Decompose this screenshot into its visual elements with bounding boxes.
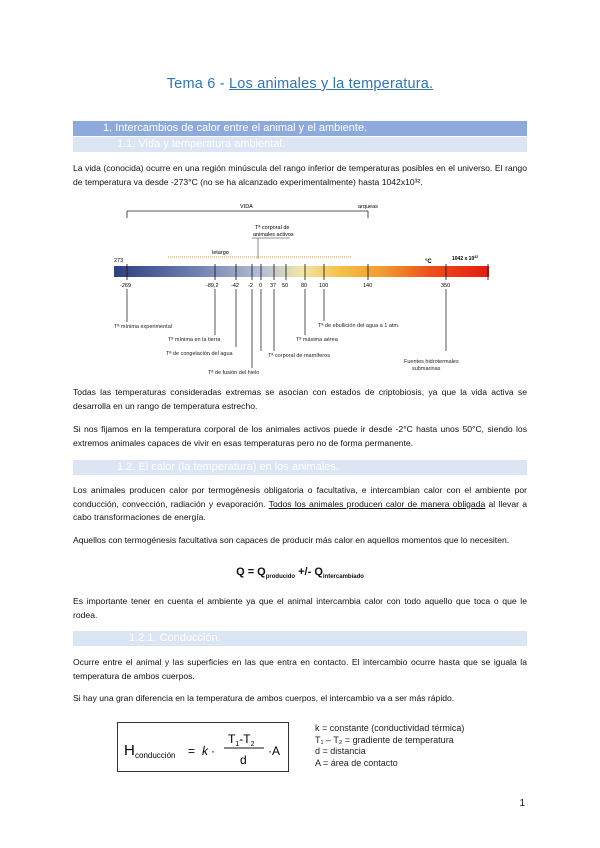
tick-label: -42 bbox=[231, 283, 239, 289]
tick-label: 100 bbox=[319, 283, 329, 289]
temperature-scale-diagram bbox=[100, 196, 500, 376]
label-celsius: °C bbox=[425, 259, 432, 265]
legend-area: A = área de contacto bbox=[315, 757, 398, 768]
annotation-min-exp: Tª mínima experimental bbox=[114, 324, 172, 330]
svg-text:·A: ·A bbox=[268, 744, 280, 758]
label-max-temp: 1042 x $10^{32}$ bbox=[452, 255, 479, 262]
subsection-heading-1-1: 1.1. Vida y temperatura ambiental. bbox=[73, 137, 527, 152]
page-title: Tema 6 - Los animales y la temperatura. bbox=[166, 76, 434, 92]
svg-text:T1-T2: $T_1-T_2$ bbox=[228, 732, 255, 748]
tick-label: -269 bbox=[120, 283, 132, 289]
conduction-formula bbox=[118, 723, 288, 771]
paragraph-termogenesis: Los animales producen calor por termogénesis obligatoria o facultativa, e intercambian calor con el ambiente por conducción, convección, radiación y evaporación. Todos los animales producen calor de manera obligada al llevar a cabo transformaciones de energía. bbox=[73, 485, 527, 522]
svg-text:H: H bbox=[124, 742, 135, 759]
paragraph-criptobiosis: Todas las temperaturas consideradas extremas se asocian con estados de criptobiosis, ya que la vida activa se desarrolla en un rango de temperatura estrecho. bbox=[73, 387, 527, 411]
scale-tick-labels bbox=[120, 283, 450, 289]
paragraph-conduccion: Ocurre entre el animal y las superficies en las que entra en contacto. El intercambio ocurre hasta que se iguala la temperatura de ambos cuerpos. bbox=[73, 657, 527, 681]
heat-balance-formula: $Q = Q_{producido}$ +/- $Q_{intercambiado}$ bbox=[236, 566, 364, 581]
svg-text:k: k bbox=[202, 744, 208, 758]
annotation-max-aerea: Tª máxima aérea bbox=[296, 337, 338, 343]
annotation-mamiferos: Tª corporal de mamíferos bbox=[268, 353, 330, 359]
annotation-hidrotermales: Fuentes hidrotermales bbox=[404, 359, 459, 365]
legend-k: k = constante (conductividad térmica) bbox=[315, 723, 465, 733]
annotation-ebullicion: Tª de ebullición del agua a 1 atm. bbox=[318, 323, 400, 329]
label-arqueas: arqueas bbox=[358, 204, 378, 210]
tick-label: 0 bbox=[259, 283, 263, 289]
annotation-congelacion: Tª de congelación del agua bbox=[166, 351, 233, 357]
tick-label: 37 bbox=[270, 283, 277, 289]
label-letargo: letargo bbox=[212, 250, 229, 256]
paragraph-temp-corporal: Si nos fijamos en la temperatura corporal de los animales activos puede ir desde -2°C hasta unos 50°C, siendo los extremos animales capaces de vivir en esas temperaturas pero no de forma permanente. bbox=[73, 424, 527, 448]
svg-text:=: = bbox=[188, 744, 196, 758]
paragraph-facultativa: Aquellos con termogénesis facultativa son capaces de producir más calor en aquellos momentos que lo necesiten. bbox=[73, 535, 510, 545]
formula-legend bbox=[315, 723, 464, 769]
legend-distance: d = distancia bbox=[315, 746, 366, 756]
label-vida: VIDA bbox=[240, 204, 253, 210]
svg-text:·: · bbox=[211, 744, 215, 758]
temperature-gradient-bar bbox=[114, 266, 489, 277]
subsection-heading-1-2: 1.2. El calor (la temperatura) en los animales. bbox=[73, 460, 527, 475]
paragraph-ambiente: Es importante tener en cuenta el ambiente ya que el animal intercambia calor con todo aquello que toca o que le rodea. bbox=[73, 596, 527, 620]
tick-label: -89,2 bbox=[206, 283, 219, 289]
tick-label: 140 bbox=[363, 283, 373, 289]
conduction-formula-box bbox=[117, 722, 289, 772]
tick-label: 80 bbox=[301, 283, 308, 289]
annotation-min-tierra: Tª mínima en la tierra bbox=[168, 337, 221, 343]
page-number: 1 bbox=[519, 798, 525, 809]
paragraph-diferencia: Si hay una gran diferencia en la temperatura de ambos cuerpos, el intercambio va a ser más rápido. bbox=[73, 693, 455, 703]
legend-gradient: T₁ – T₂ = gradiente de temperatura bbox=[315, 734, 454, 745]
tick-label: 50 bbox=[282, 283, 289, 289]
tick-label: -2 bbox=[248, 283, 253, 289]
annotation-submarinas: submarinas bbox=[412, 366, 441, 372]
label-corporal-2: animales activos bbox=[253, 232, 294, 238]
label-corporal: Tª corporal de bbox=[255, 225, 290, 231]
paragraph-vida: La vida (conocida) ocurre en una región minúscula del rango inferior de temperaturas posibles en el universo. El rango de temperatura va desde -273°C (no se ha alcanzado experimentalmente) hasta 1042x10³². bbox=[73, 163, 527, 187]
annotation-fusion-hielo: Tª de fusión del hielo bbox=[208, 370, 260, 376]
label-273: 273 bbox=[114, 258, 124, 264]
tick-label: 350 bbox=[441, 283, 451, 289]
subsection-heading-1-2-1: 1.2.1. Conducción. bbox=[73, 631, 527, 646]
svg-text:d: d bbox=[240, 753, 247, 767]
title-main: Los animales y la temperatura. bbox=[228, 76, 434, 92]
svg-text:conducción: conducción bbox=[135, 751, 176, 760]
section-heading: 1. Intercambios de calor entre el animal y el ambiente. bbox=[73, 121, 527, 136]
